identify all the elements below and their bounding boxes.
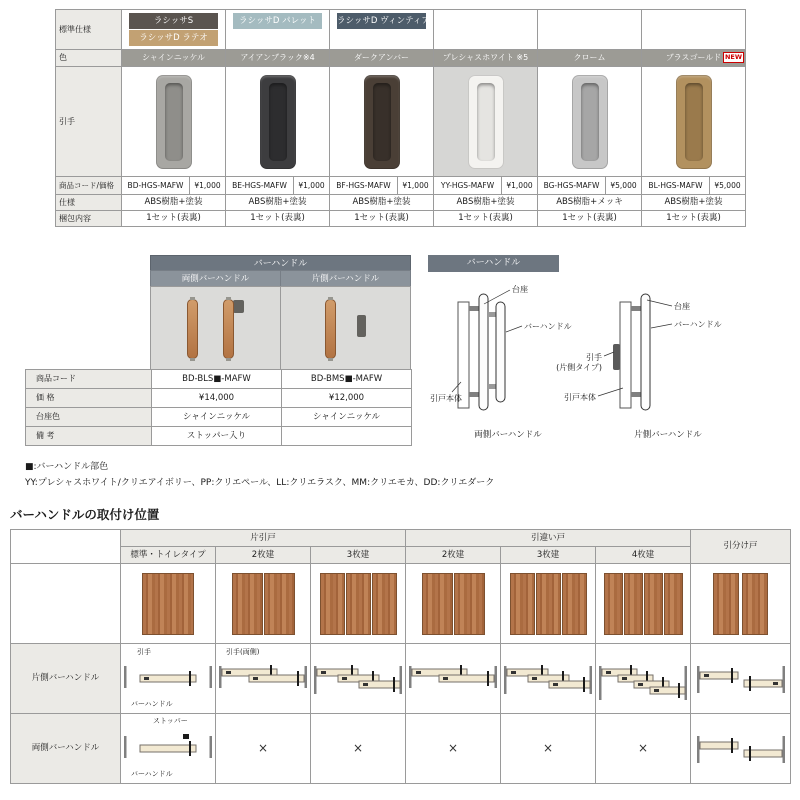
placement-diagram xyxy=(691,714,790,783)
subcol-header: 2枚建 xyxy=(406,547,501,564)
door-image-3panel xyxy=(501,573,595,635)
base-bracket xyxy=(488,384,496,389)
color-header: アイアンブラック※4 xyxy=(226,50,330,67)
material-cell: ABS樹脂+塗装 xyxy=(122,195,226,211)
series-tag-lasissa-d-lateo: ラシッサD ラテオ xyxy=(129,30,218,46)
bh-code: BD-BLS■-MAFW xyxy=(152,370,282,389)
color-header xyxy=(642,50,746,67)
door-image-hikiwake xyxy=(691,573,790,635)
product-code: YY-HGS-MAFW xyxy=(440,180,495,190)
note-square-color: ■:バーハンドル部色 xyxy=(25,462,109,472)
subcol-header: 3枚建 xyxy=(501,547,596,564)
not-available-cell: × xyxy=(311,714,406,784)
package-cell: 1セット(表裏) xyxy=(538,211,642,227)
hikite-label-line1: 引手 xyxy=(586,353,602,362)
bar-handle-spec-table xyxy=(25,369,412,446)
pull-recess xyxy=(373,83,391,161)
bar-handle-front xyxy=(479,294,488,410)
door-body xyxy=(620,302,631,408)
plan-cell xyxy=(216,644,311,714)
door-body-label: 引戸本体 xyxy=(564,393,596,402)
base-bracket xyxy=(631,306,641,311)
price: ¥1,000 xyxy=(189,177,225,194)
hikite-label: 引手 xyxy=(137,648,151,656)
placement-diagram xyxy=(311,644,405,713)
pull-handle-image xyxy=(260,75,296,169)
wood-bar xyxy=(187,299,198,359)
placement-diagram xyxy=(406,644,500,713)
door-image-cell xyxy=(501,564,596,644)
series-cell-empty xyxy=(642,10,746,50)
plan-cell xyxy=(501,644,596,714)
caption-single: 片側バーハンドル xyxy=(634,430,702,440)
material-cell: ABS樹脂+塗装 xyxy=(642,195,746,211)
product-code: BF-HGS-MAFW xyxy=(336,180,391,190)
price: ¥1,000 xyxy=(293,177,329,194)
base-bracket xyxy=(469,306,479,311)
row-label-pull: 引手 xyxy=(56,67,122,177)
base-bracket xyxy=(469,392,479,397)
row-label-package: 梱包内容 xyxy=(56,211,122,227)
bh-price: ¥14,000 xyxy=(152,389,282,408)
bar-label: バーハンドル xyxy=(131,700,173,709)
series-tag-lasissa-s: ラシッサS xyxy=(129,13,218,29)
door-image-cell xyxy=(216,564,311,644)
package-cell: 1セット(表裏) xyxy=(434,211,538,227)
color-header: クローム xyxy=(538,50,642,67)
series-cell-empty xyxy=(538,10,642,50)
code-price-cell xyxy=(226,177,330,195)
bar-handle-subhead-single: 片側バーハンドル xyxy=(280,270,411,287)
wood-bar xyxy=(325,299,336,359)
row-label-color: 色 xyxy=(56,50,122,67)
subcol-header: 3枚建 xyxy=(311,547,406,564)
group-header-hikichigai: 引違い戸 xyxy=(406,530,691,547)
color-header: シャインニッケル xyxy=(122,50,226,67)
group-header-kata-hikido: 片引戸 xyxy=(121,530,406,547)
hikite-label-line2: (片側タイプ) xyxy=(556,363,602,372)
package-cell: 1セット(表裏) xyxy=(642,211,746,227)
row-label-code-price: 商品コード/価格 xyxy=(56,177,122,195)
series-cell-3 xyxy=(330,10,434,50)
bar-label: バーハンドル xyxy=(674,320,722,329)
bar-label: バーハンドル xyxy=(131,770,173,779)
diagram-title: バーハンドル xyxy=(428,255,559,272)
note-color-codes: YY:プレシャスホワイト/クリエアイボリー、PP:クリエペール、LL:クリエラスク、MM:クリエモカ、DD:クリエダーク xyxy=(25,478,495,488)
stopper-label: ストッパー xyxy=(153,717,188,725)
placement-section-title: バーハンドルの取付け位置 xyxy=(10,507,160,522)
recessed-pull xyxy=(613,344,620,370)
door-image-cell xyxy=(691,564,791,644)
bh-row-label-base-color: 台座色 xyxy=(26,408,152,427)
bar-label: バーハンドル xyxy=(524,322,572,331)
daiza-label: 台座 xyxy=(512,285,528,294)
color-header: プレシャスホワイト ※5 xyxy=(434,50,538,67)
series-cell-1 xyxy=(122,10,226,50)
plan-cell xyxy=(596,644,691,714)
bh-base-color: シャインニッケル xyxy=(152,408,282,427)
bar-handle-diagram xyxy=(428,255,748,455)
caption-both: 両側バーハンドル xyxy=(474,430,542,440)
pull-recess xyxy=(685,83,703,161)
placement-diagram xyxy=(691,644,790,713)
placement-diagram xyxy=(596,644,690,713)
pull-image-cell xyxy=(330,67,434,177)
bh-code: BD-BMS■-MAFW xyxy=(282,370,412,389)
material-cell: ABS樹脂+塗装 xyxy=(226,195,330,211)
placement-diagram xyxy=(501,644,595,713)
subcol-header: 4枚建 xyxy=(596,547,691,564)
price: ¥5,000 xyxy=(605,177,641,194)
row-label-standard: 標準仕様 xyxy=(56,10,122,50)
bh-row-label-price: 価 格 xyxy=(26,389,152,408)
placement-corner-cell xyxy=(11,530,121,564)
door-image-3panel xyxy=(311,573,405,635)
base-bracket xyxy=(488,312,496,317)
color-header: ダークアンバー xyxy=(330,50,434,67)
row-label-single-side: 片側バーハンドル xyxy=(11,644,121,714)
pull-recess xyxy=(165,83,183,161)
package-cell: 1セット(表裏) xyxy=(122,211,226,227)
material-cell: ABS樹脂+塗装 xyxy=(434,195,538,211)
price: ¥5,000 xyxy=(709,177,745,194)
base-plate xyxy=(233,300,244,313)
bar-handle-diagram-drawing xyxy=(428,272,748,452)
price: ¥1,000 xyxy=(501,177,537,194)
bar-handle-image-both xyxy=(150,286,281,370)
code-price-cell xyxy=(538,177,642,195)
pull-handle-image xyxy=(676,75,712,169)
pull-image-cell xyxy=(538,67,642,177)
series-tag-lasissa-d-palette: ラシッサD パレット xyxy=(233,13,322,29)
pull-handle-image xyxy=(156,75,192,169)
pull-image-cell xyxy=(122,67,226,177)
color-header-label: ブラスゴールド xyxy=(665,53,722,62)
hikite-both-label: 引手(両側) xyxy=(226,648,260,656)
door-image-1panel xyxy=(121,573,215,635)
pull-recess xyxy=(269,83,287,161)
bh-row-label-code: 商品コード xyxy=(26,370,152,389)
bar-handle xyxy=(641,294,650,410)
subcol-header: 2枚建 xyxy=(216,547,311,564)
series-tag-lasissa-d-vintia: ラシッサD ヴィンティア xyxy=(337,13,426,29)
plan-cell xyxy=(121,714,216,784)
pull-recess xyxy=(581,83,599,161)
pull-handle-image xyxy=(468,75,504,169)
door-image-cell xyxy=(406,564,501,644)
pull-handle-image xyxy=(364,75,400,169)
material-cell: ABS樹脂+塗装 xyxy=(330,195,434,211)
package-cell: 1セット(表裏) xyxy=(330,211,434,227)
bar-handle-image-single xyxy=(280,286,411,370)
pull-image-cell xyxy=(434,67,538,177)
door-image-cell xyxy=(596,564,691,644)
not-available-cell: × xyxy=(216,714,311,784)
new-badge: NEW xyxy=(724,53,742,61)
bh-row-label-note: 備 考 xyxy=(26,427,152,446)
pull-image-cell xyxy=(642,67,746,177)
bar-handle-section-title: バーハンドル xyxy=(150,255,411,271)
code-price-cell xyxy=(330,177,434,195)
plan-cell xyxy=(121,644,216,714)
base-bracket xyxy=(631,392,641,397)
placement-image-row-label-empty xyxy=(11,564,121,644)
bar-handle-back xyxy=(496,302,505,402)
pull-recess xyxy=(477,83,495,161)
not-available-cell: × xyxy=(501,714,596,784)
wood-bar xyxy=(223,299,234,359)
code-price-cell xyxy=(122,177,226,195)
plan-cell xyxy=(311,644,406,714)
bh-base-color: シャインニッケル xyxy=(282,408,412,427)
placement-table xyxy=(10,529,791,784)
door-image-cell xyxy=(311,564,406,644)
door-image-2panel xyxy=(406,573,500,635)
product-code: BL-HGS-MAFW xyxy=(648,180,703,190)
row-label-material: 仕様 xyxy=(56,195,122,211)
plan-cell xyxy=(691,644,791,714)
door-body xyxy=(458,302,469,408)
pull-image-cell xyxy=(226,67,330,177)
code-price-cell xyxy=(642,177,746,195)
series-cell-empty xyxy=(434,10,538,50)
bh-price: ¥12,000 xyxy=(282,389,412,408)
group-header-hikiwake: 引分け戸 xyxy=(691,530,791,564)
pull-handle-spec-table xyxy=(55,9,746,227)
series-cell-2 xyxy=(226,10,330,50)
daiza-label: 台座 xyxy=(674,302,690,311)
plan-cell xyxy=(406,644,501,714)
door-image-2panel xyxy=(216,573,310,635)
material-cell: ABS樹脂+メッキ xyxy=(538,195,642,211)
bh-note: ストッパー入り xyxy=(152,427,282,446)
package-cell: 1セット(表裏) xyxy=(226,211,330,227)
plan-cell xyxy=(691,714,791,784)
door-image-cell xyxy=(121,564,216,644)
price: ¥1,000 xyxy=(397,177,433,194)
product-code: BE-HGS-MAFW xyxy=(232,180,287,190)
bar-handle-subhead-both: 両側バーハンドル xyxy=(150,270,281,287)
not-available-cell: × xyxy=(596,714,691,784)
door-image-4panel xyxy=(596,573,690,635)
code-price-cell xyxy=(434,177,538,195)
product-code: BG-HGS-MAFW xyxy=(543,180,600,190)
pull-plate xyxy=(357,315,366,337)
row-label-both-side: 両側バーハンドル xyxy=(11,714,121,784)
bh-note xyxy=(282,427,412,446)
pull-handle-image xyxy=(572,75,608,169)
product-code: BD-HGS-MAFW xyxy=(127,180,184,190)
subcol-header: 標準・トイレタイプ xyxy=(121,547,216,564)
not-available-cell: × xyxy=(406,714,501,784)
door-body-label: 引戸本体 xyxy=(430,394,462,403)
